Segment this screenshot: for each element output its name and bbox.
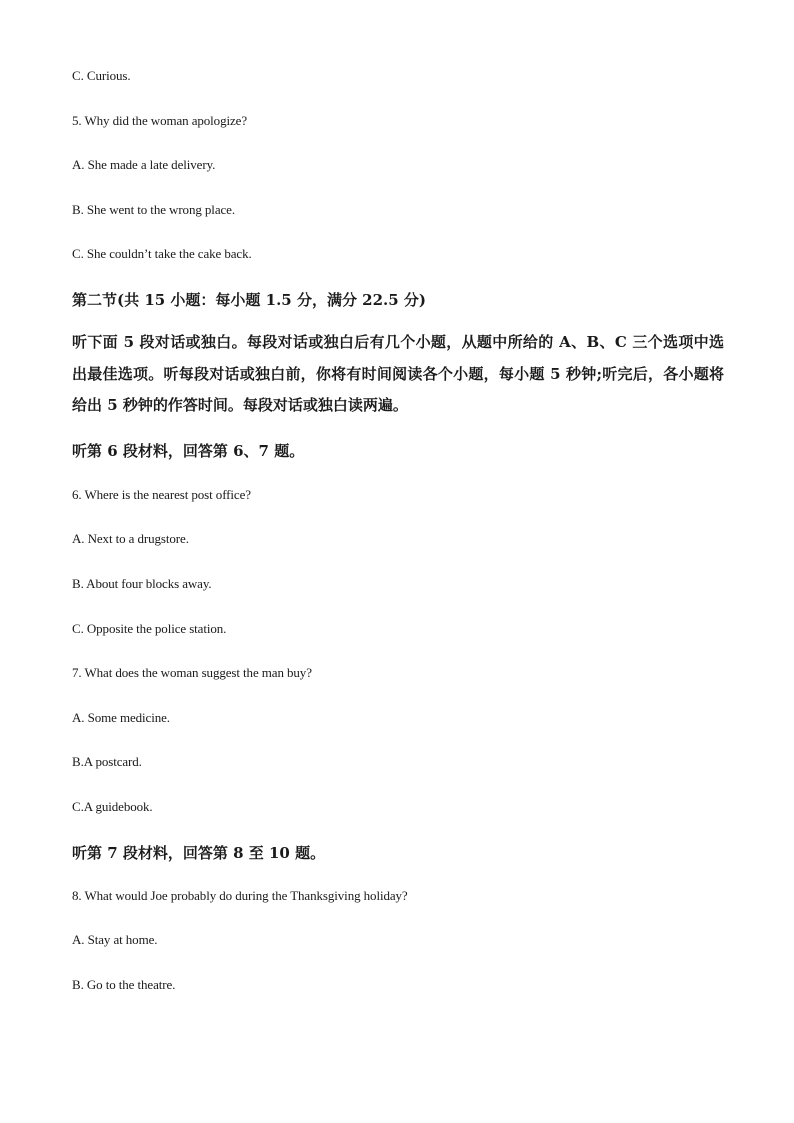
question-5-option-b: B. She went to the wrong place. bbox=[72, 202, 235, 217]
section-2-instructions: 听下面 5 段对话或独白。每段对话或独白后有几个小题，从题中所给的 A、B、C 三个选项中选出最佳选项。听每段对话或独白前，你将有时间阅读各个小题，每小题 5 秒钟;听完后，各小题将给出 5 秒钟的作答时间。每段对话或独白读两遍。 bbox=[72, 333, 724, 414]
question-5-option-a: A. She made a late delivery. bbox=[72, 157, 216, 172]
question-5-option-c: C. She couldn’t take the cake back. bbox=[72, 246, 252, 261]
option-c-curious: C. Curious. bbox=[72, 68, 131, 83]
question-6-option-a: A. Next to a drugstore. bbox=[72, 531, 189, 546]
material-7-heading: 听第 7 段材料，回答第 8 至 10 题。 bbox=[72, 844, 326, 862]
question-7-option-b: B.A postcard. bbox=[72, 754, 142, 769]
question-5: 5. Why did the woman apologize? bbox=[72, 113, 248, 128]
question-6-option-b: B. About four blocks away. bbox=[72, 576, 212, 591]
question-6-option-c: C. Opposite the police station. bbox=[72, 621, 227, 636]
question-8-option-b: B. Go to the theatre. bbox=[72, 977, 176, 992]
section-2-header: 第二节(共 15 小题：每小题 1.5 分，满分 22.5 分) bbox=[72, 291, 427, 309]
question-7-option-c: C.A guidebook. bbox=[72, 799, 153, 814]
question-7: 7. What does the woman suggest the man buy? bbox=[72, 665, 312, 680]
question-6: 6. Where is the nearest post office? bbox=[72, 487, 251, 502]
question-8-option-a: A. Stay at home. bbox=[72, 932, 158, 947]
question-8: 8. What would Joe probably do during the Thanksgiving holiday? bbox=[72, 888, 408, 903]
question-7-option-a: A. Some medicine. bbox=[72, 710, 170, 725]
material-6-heading: 听第 6 段材料，回答第 6、7 题。 bbox=[72, 442, 305, 460]
